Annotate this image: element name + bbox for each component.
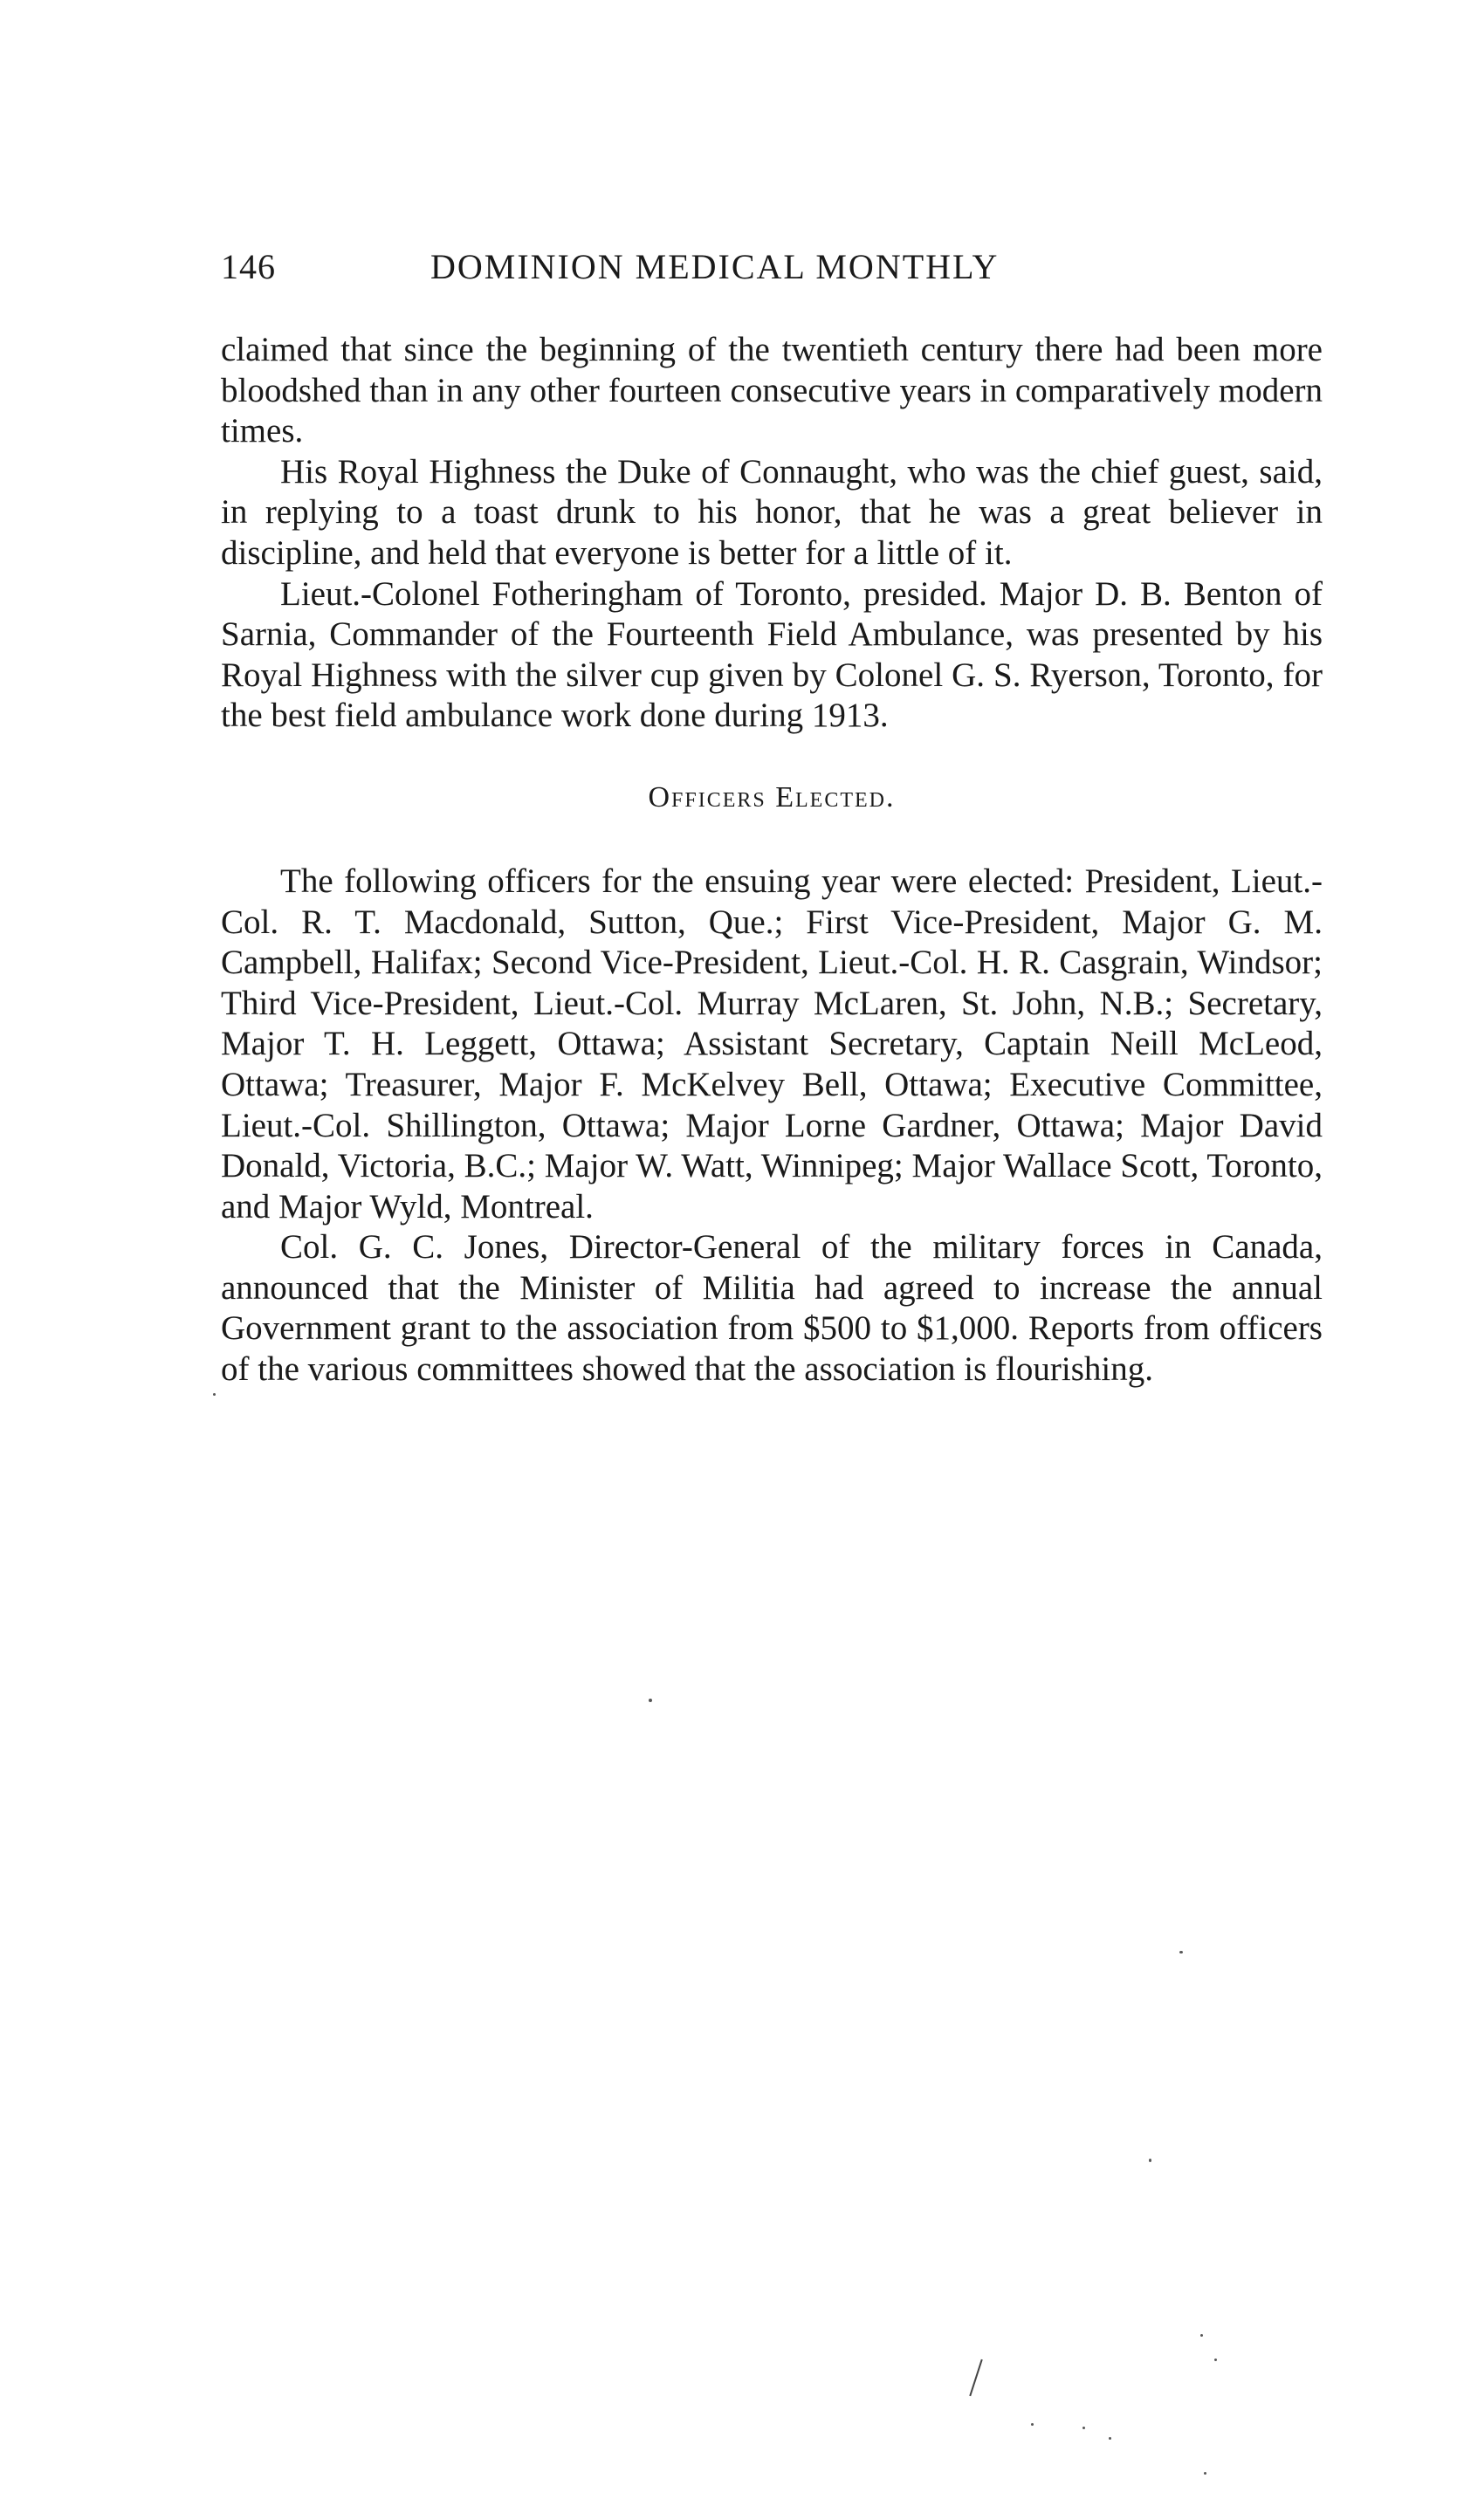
scan-speck	[649, 1699, 652, 1702]
scan-speck	[1200, 2334, 1203, 2337]
scan-speck	[1204, 2472, 1206, 2475]
paragraph-fotheringham: Lieut.-Colonel Fotheringham of Toronto, presided. Major D. B. Benton of Sarnia, Commander of the Fourteenth Field Ambulance, was presented by his Royal Highness with the silver cup given by Colonel G. S. Ryerson, Toronto, for the best field ambulance work done during 1913.	[221, 574, 1323, 735]
paragraph-duke-of-connaught: His Royal Highness the Duke of Connaught, who was the chief guest, said, in replying to a toast drunk to his honor, that he was a great believer in discipline, and held that everyone is better for a little of it.	[221, 452, 1323, 572]
running-head	[221, 246, 1323, 299]
scan-speck	[1149, 2159, 1151, 2162]
paragraph-continued: claimed that since the beginning of the twentieth century there had been more bloodshed than in any other fourteen consecutive years in comparatively modern times.	[221, 331, 1323, 450]
scan-speck	[1214, 2359, 1217, 2361]
scan-speck	[1109, 2437, 1111, 2440]
page-number: 146	[221, 247, 276, 286]
scan-speck	[1082, 2427, 1085, 2429]
scan-speck	[1179, 1951, 1183, 1954]
scan-mark	[969, 2359, 982, 2396]
section-heading-officers-elected: Officers Elected.	[648, 780, 896, 814]
paragraph-officers-list: The following officers for the ensuing year were elected: President, Lieut.-Col. R. T. Macdonald, Sutton, Que.; First Vice-President, Major G. M. Campbell, Halifax; Second Vice-President, Lieut.-Col. H. R. Casgrain, Windsor; Third Vice-President, Lieut.-Col. Murray McLaren, St. John, N.B.; Secretary, Major T. H. Leggett, Ottawa; Assistant Secretary, Captain Neill McLeod, Ottawa; Treasurer, Major F. McKelvey Bell, Ottawa; Executive Committee, Lieut.-Col. Shillington, Ottawa; Major Lorne Gardner, Ottawa; Major David Donald, Victoria, B.C.; Major W. Watt, Winnipeg; Major Wallace Scott, Toronto, and Major Wyld, Montreal.	[221, 862, 1323, 1226]
paragraph-government-grant: Col. G. C. Jones, Director-General of the military forces in Canada, announced that the Minister of Militia had agreed to increase the annual Government grant to the association from $500 to $1,000. Reports from officers of the various committees showed that the association is flourishing.	[221, 1228, 1323, 1389]
article-body	[221, 330, 1323, 1390]
scan-speck	[1031, 2423, 1034, 2426]
journal-title: DOMINION MEDICAL MONTHLY	[430, 247, 1000, 286]
scan-speck	[213, 1393, 216, 1396]
